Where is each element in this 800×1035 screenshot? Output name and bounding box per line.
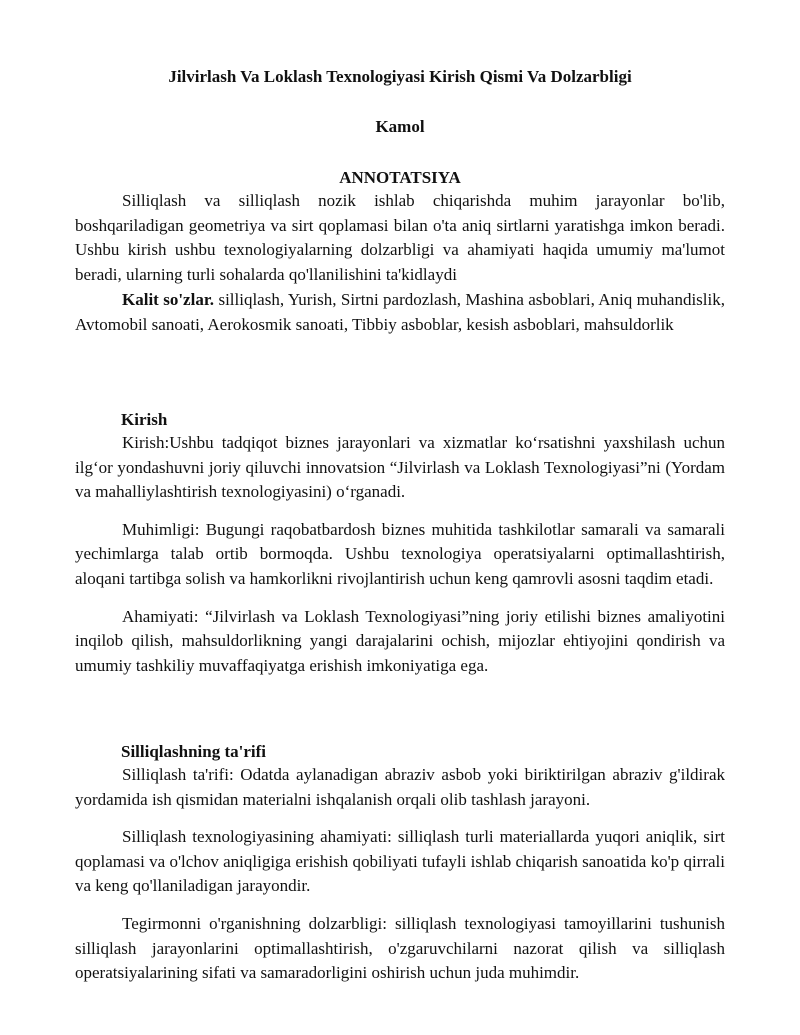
definition-section <box>75 741 725 986</box>
intro-heading: Kirish <box>121 410 168 429</box>
abstract-heading: ANNOTATSIYA <box>339 168 461 187</box>
definition-paragraph-2: Silliqlash texnologiyasining ahamiyati: silliqlash turli materiallarda yuqori aniqlik, sirt qoplamasi va o'lchov aniqligiga erishish qobiliyati tufayli ishlab chiqarish sanoatida ko'p qirrali va keng qo'llaniladigan jarayondir. <box>75 827 725 896</box>
intro-paragraph-3: Ahamiyati: “Jilvirlash va Loklash Texnologiyasi”ning joriy etilishi biznes amaliyotini inqilob qilish, mahsuldorlikning yangi darajalarini ochish, mijozlar ehtiyojini qondirish va umumiy tashkiliy muvaffaqiyatga erishish imkoniyatiga ega. <box>75 606 725 675</box>
abstract-block <box>75 189 725 338</box>
keywords-paragraph <box>75 288 725 337</box>
paper-title: Jilvirlash Va Loklash Texnologiyasi Kirish Qismi Va Dolzarbligi <box>168 67 632 86</box>
intro-paragraph-2: Muhimligi: Bugungi raqobatbardosh biznes muhitida tashkilotlar samarali va samarali yechimlarga talab ortib bormoqda. Ushbu texnologiya operatsiyalarni optimallashtirish, aloqani tartibga solish va hamkorlikni rivojlantirish uchun keng qamrovli asosni taqdim etadi. <box>75 519 725 588</box>
keywords-text: silliqlash, Yurish, Sirtni pardozlash, Mashina asboblari, Aniq muhandislik, Avtomobil sanoati, Aerokosmik sanoati, Tibbiy asboblar, kesish asboblari, mahsuldorlik <box>75 290 725 334</box>
abstract-text: Silliqlash va silliqlash nozik ishlab chiqarishda muhim jarayonlar bo'lib, boshqariladigan geometriya va sirt qoplamasi bilan o'ta aniq sirtlarni yaratishga imkon beradi. Ushbu kirish ushbu texnologiyalarning dolzarbligi va ahamiyati haqida umumiy ma'lumot beradi, ularning turli sohalarda qo'llanilishini ta'kidlaydi <box>75 191 725 284</box>
definition-paragraph-1: Silliqlash ta'rifi: Odatda aylanadigan abraziv asbob yoki biriktirilgan abraziv g'ildirak yordamida ish qismidan materialni ishqalanish orqali olib tashlash jarayoni. <box>75 765 725 809</box>
paper-author: Kamol <box>375 117 425 136</box>
intro-section <box>75 409 725 678</box>
keywords-label: Kalit so'zlar. <box>122 290 215 310</box>
definition-heading: Silliqlashning ta'rifi <box>121 742 267 761</box>
intro-paragraph-1: Kirish:Ushbu tadqiqot biznes jarayonlari va xizmatlar koʻrsatishni yaxshilash uchun ilgʻor yondashuvni joriy qiluvchi innovatsion “Jilvirlash va Loklash Texnologiyasi”ni (Yordam va mahalliylashtirish texnologiyasini) oʻrganadi. <box>75 433 725 502</box>
definition-paragraph-3: Tegirmonni o'rganishning dolzarbligi: silliqlash texnologiyasi tamoyillarini tushunish silliqlash jarayonlarini optimallashtirish, o'zgaruvchilarni nazorat qilish va silliqlash operatsiyalarining sifati va samaradorligini oshirish uchun juda muhimdir. <box>75 913 725 983</box>
